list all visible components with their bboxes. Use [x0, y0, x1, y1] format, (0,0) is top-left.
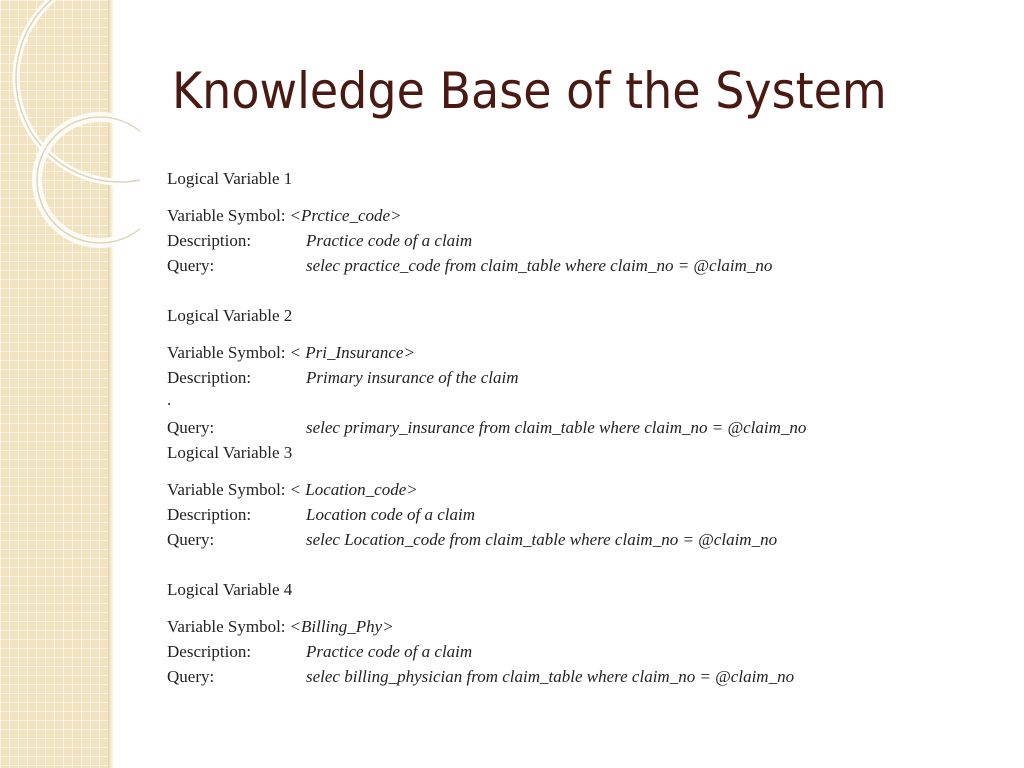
variable-symbol-row: [167, 340, 867, 365]
description-label: Description:: [167, 368, 252, 387]
separator-dot: .: [167, 390, 172, 409]
variable-symbol-value: < Pri_Insurance>: [289, 343, 415, 362]
query-label: Query:: [167, 530, 215, 549]
decorative-ring-large-outline: [16, 0, 140, 182]
variable-symbol-row: [167, 477, 867, 502]
description-value: Location code of a claim: [306, 505, 476, 524]
query-row: [167, 664, 867, 689]
variable-symbol-label: Variable Symbol:: [167, 617, 286, 636]
query-value: selec primary_insurance from claim_table where claim_no = @claim_no: [306, 418, 807, 437]
logical-variable-block: [167, 303, 867, 440]
variable-symbol-value: < Location_code>: [289, 480, 418, 499]
logical-variable-heading: Logical Variable 1: [167, 169, 293, 188]
query-label: Query:: [167, 667, 215, 686]
variable-symbol-label: Variable Symbol:: [167, 480, 286, 499]
variable-symbol-row: [167, 203, 867, 228]
description-label: Description:: [167, 231, 252, 250]
logical-variable-block: [167, 577, 867, 689]
description-label: Description:: [167, 505, 252, 524]
variable-symbol-row: [167, 614, 867, 639]
logical-variable-heading: Logical Variable 3: [167, 443, 293, 462]
description-value: Practice code of a claim: [306, 231, 473, 250]
logical-variable-heading: Logical Variable 4: [167, 580, 293, 599]
logical-variable-heading: Logical Variable 2: [167, 306, 293, 325]
query-row: [167, 415, 867, 440]
query-label: Query:: [167, 256, 215, 275]
description-value: Primary insurance of the claim: [306, 368, 519, 387]
query-row: [167, 527, 867, 552]
variable-symbol-label: Variable Symbol:: [167, 343, 286, 362]
description-row: [167, 502, 867, 527]
logical-variable-block: [167, 440, 867, 552]
query-value: selec billing_physician from claim_table where claim_no = @claim_no: [306, 667, 795, 686]
knowledge-base-content: [167, 166, 867, 701]
description-row: [167, 365, 867, 390]
decorative-circles: [0, 0, 140, 260]
variable-symbol-value: <Billing_Phy>: [289, 617, 394, 636]
query-value: selec practice_code from claim_table where claim_no = @claim_no: [306, 256, 773, 275]
query-row: [167, 253, 867, 278]
description-row: [167, 228, 867, 253]
slide-title: Knowledge Base of the System: [172, 62, 887, 120]
description-value: Practice code of a claim: [306, 642, 473, 661]
variable-symbol-value: <Prctice_code>: [289, 206, 402, 225]
logical-variable-block: [167, 166, 867, 278]
variable-symbol-label: Variable Symbol:: [167, 206, 286, 225]
query-value: selec Location_code from claim_table where claim_no = @claim_no: [306, 530, 778, 549]
decorative-ring-large: [16, 0, 140, 182]
query-label: Query:: [167, 418, 215, 437]
description-label: Description:: [167, 642, 252, 661]
description-row: [167, 639, 867, 664]
